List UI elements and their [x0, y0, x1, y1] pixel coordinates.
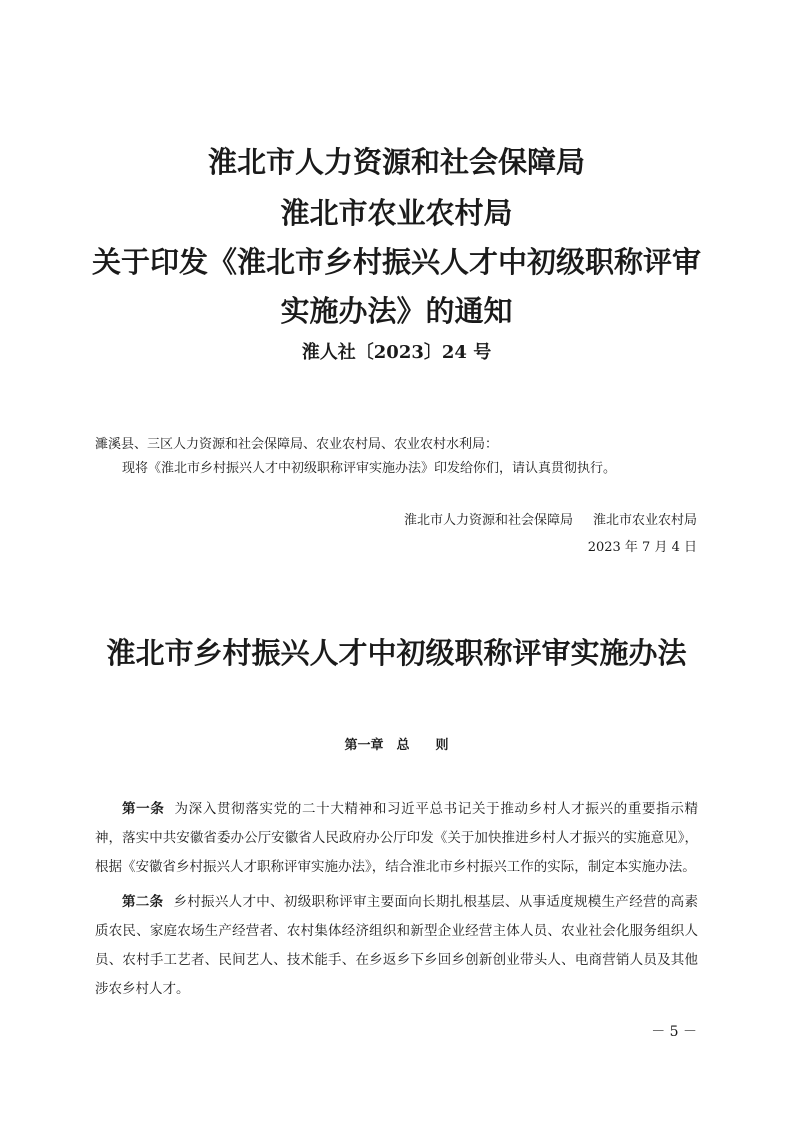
article-1-label: 第一条 [122, 801, 165, 817]
notice-title-line-2: 淮北市农业农村局 [280, 196, 513, 230]
article-2 [95, 888, 698, 1004]
article-1 [95, 795, 698, 882]
notice-title-line-4: 实施办法》的通知 [280, 294, 513, 328]
article-1-text: 为深入贯彻落实党的二十大精神和习近平总书记关于推动乡村人才振兴的重要指示精神，落实中共安徽省委办公厅安徽省人民政府办公厅印发《关于加快推进乡村人才振兴的实施意见》，根据《安徽省乡村振兴人才职称评审实施办法》，结合淮北市乡村振兴工作的实际，制定本实施办法。 [95, 801, 698, 875]
addressee-line: 濉溪县、三区人力资源和社会保障局、农业农村局、农业农村水利局： [95, 437, 499, 452]
notice-body-text: 现将《淮北市乡村振兴人才中初级职称评审实施办法》印发给你们，请认真贯彻执行。 [122, 461, 617, 476]
chapter-heading: 第一章 总 则 [344, 738, 449, 753]
article-2-text: 乡村振兴人才中、初级职称评审主要面向长期扎根基层、从事适度规模生产经营的高素质农民、家庭农场生产经营者、农村集体经济组织和新型企业经营主体人员、农业社会化服务组织人员、农村手工艺者、民间艺人、技术能手、在乡返乡下乡回乡创新创业带头人、电商营销人员及其他涉农乡村人才。 [95, 894, 698, 997]
notice-title-line-3: 关于印发《淮北市乡村振兴人才中初级职称评审 [91, 245, 701, 279]
document-number: 淮人社〔2023〕24 号 [301, 342, 492, 363]
notice-title-line-1: 淮北市人力资源和社会保障局 [207, 145, 585, 179]
issuer-hrss-bureau: 淮北市人力资源和社会保障局 [403, 513, 573, 528]
issuer-agriculture-bureau: 淮北市农业农村局 [592, 513, 697, 528]
article-2-label: 第二条 [122, 894, 164, 910]
issue-date: 2023 年 7 月 4 日 [587, 540, 697, 555]
page-number: － 5 － [651, 1024, 697, 1040]
measures-title: 淮北市乡村振兴人才中初级职称评审实施办法 [106, 636, 687, 670]
issuer-signatures [404, 510, 697, 532]
